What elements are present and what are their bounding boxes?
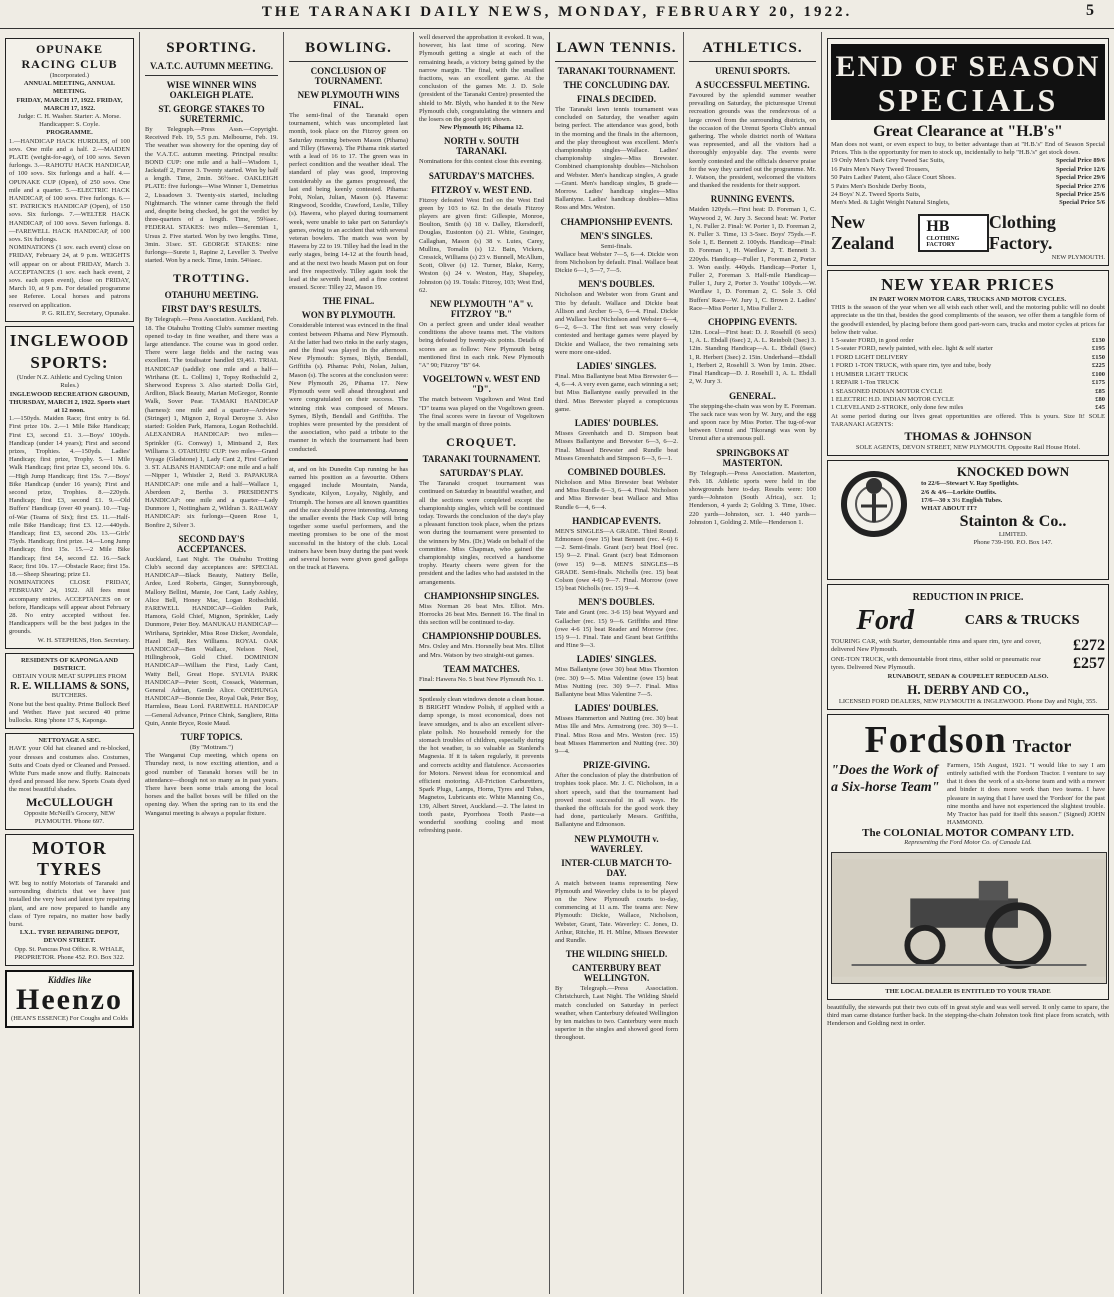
vogeltown-heading: VOGELTOWN v. WEST END "D". [422, 374, 541, 395]
nettoyage-text: HAVE your Old hat cleaned and re-blocked, your dresses and costumes also. Costumes, Suits and Coats dyed or Cleaned and Pressed. White Furs made snow and fluffy. Raincoats dyed and pressed like new. Sports Coats dyed the most beautiful shades. [9, 745, 130, 794]
page-number: 5 [1086, 2, 1094, 19]
otahuhu-heading: OTAHUHU MEETING. [164, 290, 259, 301]
car-item-row [831, 354, 1105, 362]
handicap-text: MEN'S SINGLES—A GRADE. Third Round. Edmonson (owe 15) beat Bennett (rec. 4-6) 6—2. Semi-finals. Grant (scr) beat Hoel (rec. 15) 9—2. Final. Grant (scr) beat Edmonson (owe 15) 9—8. MEN'S SINGLES—B GRADE. Semi-finals. Nicholls (rec. 15) beat Colson (owe 4-6) 9—7. Final. Morrow (owe 15) beat Nicholls (rec. 15) 9—4. [555, 527, 678, 593]
tractor-label: Tractor [1012, 735, 1072, 756]
car-item-label: 1 5-seater FORD, newly painted, with elec. light & self starter [831, 345, 993, 353]
first-day-heading: FIRST DAY'S RESULTS. [161, 304, 262, 315]
nyp-footer: At some period during our lives great opportunities are offered. This is yours. Size It! SOLE TARANAKI AGENTS: [831, 412, 1105, 428]
croquet-heading: CROQUET. [446, 435, 517, 450]
touring-price: £272 [1073, 637, 1105, 655]
ladies-singles-hc-text: Miss Ballantyne (owe 30) beat Miss Thornton (rec. 30) 9—5. Miss Valentine (owe 15) beat Miss Nutting (rec. 30) 9—7. Final. Miss Ballantyne beat Miss Valentine 7—5. [555, 666, 678, 698]
sporting-heading: SPORTING. [166, 40, 257, 56]
car-item-price: £195 [1092, 345, 1105, 353]
wilding-text: By Telegraph.—Press Association. Christchurch, Last Night. The Wilding Shield match concluded on Saturday in perfect weather, when Canterbury defeated Wellington by ten matches to two. Canterbury were much superior in the singles and showed good form throughout. [555, 985, 678, 1042]
ladies-doubles-text: Misses Greenhatch and D. Simpson beat Misses Ballantyne and Brewster 6—3, 6—2. Final. Missed Brewster and Rundle beat Misses Greenhatch and Simpson 6—3, 6—1. [555, 430, 678, 462]
won-np-heading: WON BY PLYMOUTH. [301, 310, 396, 321]
motor-tyres-title: MOTOR TYRES [32, 838, 107, 880]
colonial-sub: Representing the Ford Motor Co. of Canada Ltd. [904, 839, 1032, 847]
hb-footer [831, 212, 1105, 254]
car-item-label: 1 FORD 1-TON TRUCK, with spare rim, tyre and tube, body [831, 362, 992, 370]
fordson-body [831, 762, 1105, 828]
general-text: The stepping-the-chain was won by E. Foreman. The sack race was won by W. Jury, and the egg and spoon race by Miss Porter. The tug-of-war between Urenui and Tikorangi was won by Urenui after a strenuous pull. [689, 402, 816, 443]
bowling-heading: BOWLING. [305, 40, 392, 56]
kaponga-title: RESIDENTS OF KAPONGA AND DISTRICT. [20, 656, 119, 672]
car-item-label: 1 HUMBER LIGHT TRUCK [831, 370, 909, 378]
vatc-heading: V.A.T.C. AUTUMN MEETING. [150, 61, 273, 71]
eos-line1: END OF SEASON [835, 50, 1101, 83]
stainton-phone: Phone 739-190. P.O. Box 147. [973, 539, 1053, 547]
handicap-heading: HANDICAP EVENTS. [572, 515, 661, 526]
lt-text: The Taranaki lawn tennis tournament was concluded on Saturday, the weather again being perfect. The attendance was good, both in the morning and the finals in the afternoon, and the play throughout was excellent. Men's championship singles—Wallace. Ladies' championship singles—Miss Brewster. Combined championship doubles—Nicholson and Webster. Men's handicap singles, A grade—Grant. Men's handicap singles, B grade—Morrow. Ladies' handicap singles—Miss Ballantyne. Ladies' handicap doubles—Miss Ross and Mrs. Weston. [555, 106, 678, 212]
reduction-heading: REDUCTION IN PRICE. [912, 592, 1024, 604]
mens-doubles-heading: MEN'S DOUBLES. [578, 279, 655, 290]
colonial-motor: The COLONIAL MOTOR COMPANY LTD. [862, 827, 1074, 840]
touring-text: TOURING CAR, with Starter, demountable rims and spare rim, tyre and cover, delivered New Plymouth. [831, 638, 1041, 654]
special-item-price: Special Price 12/6 [1055, 165, 1105, 173]
mccullough-name: McCULLOUGH [26, 794, 113, 809]
conclusion-heading: CONCLUSION OF TOURNAMENT. [310, 66, 387, 86]
st-george-heading: ST. GEORGE STAKES TO SURETERMIC. [158, 104, 265, 124]
cars-list [831, 337, 1105, 413]
column-5 [550, 32, 684, 1294]
vogeltown-text: The match between Vogeltown and West End "D" teams was played on the Vogeltown green. The final scores were in favour of Vogeltown by the small margin of three points. [419, 396, 544, 428]
croquet-text: The Taranaki croquet tournament was continued on Saturday in beautiful weather, and all the sections were completed except the championship singles, which will be continued today. Towards the conclusion of the day's play a pleasant function took place, when the prizes won during the tournament were presented to the winners by Mrs. (Dr.) Wade on behalf of the committee. Miss Chapman, who gained the championship singles, received a handsome trophy. Hearty cheers were given for the president and the ladies who had assisted in the arrangements. [419, 480, 544, 586]
new-zealand-label: New Zealand [831, 211, 895, 253]
car-item-row [831, 379, 1105, 387]
vatc-subheading: WISE WINNER WINS OAKLEIGH PLATE. [166, 80, 257, 100]
running-heading: RUNNING EVENTS. [710, 194, 795, 205]
mccullough-ad [5, 733, 134, 830]
croquet-saturday: SATURDAY'S PLAY. [439, 468, 524, 479]
fordson-ad [827, 714, 1109, 1000]
butchers-sub: BUTCHERS. [51, 692, 88, 700]
car-item-price: £100 [1092, 370, 1105, 378]
mens-singles-text: Wallace beat Webster 7—5, 6—4. Dickie won from Nicholson by default. Final. Wallace beat Dickie 6—1, 5—7, 7—5. [555, 250, 678, 275]
special-item-price: Special Price 29/6 [1055, 174, 1105, 182]
opunake-meeting: ANNUAL MEETING, ANNUAL MEETING. [23, 80, 116, 96]
special-item-row [831, 183, 1105, 191]
champ-singles-text: Miss Norman 26 beat Mrs. Elliot. Mrs. Horrocks 26 beat Mrs. Bennett 16. The final in this section will be continued to-day. [419, 602, 544, 627]
knocked-down-ad [827, 460, 1109, 580]
opunake-programme: 1.—HANDICAP HACK HURDLES, of 100 sovs. One mile and a half. 2.—MAIDEN PLATE (weight-for-age), of 100 sovs. Seven furlongs. 3.—RAHOTU HACK HANDICAP, of 100 sovs. Six furlongs and a half. 4.—OPUNAKE CUP (Open), of 250 sovs. One mile and a quarter. 5.—ELECTRIC HACK HANDICAP, of 100 sovs. Five furlongs. 6.—ST. PATRICK'S HANDICAP (Open), of 150 sovs. Six furlongs. 7.—WELTER HACK HANDICAP, of 100 sovs. Seven furlongs. 8.—FAREWELL HACK HANDICAP, of 100 sovs. Six furlongs. [9, 137, 130, 244]
prize-giving-heading: PRIZE-GIVING. [583, 760, 650, 771]
opunake-dates: FRIDAY, MARCH 17, 1922. FRIDAY, MARCH 17, 1922. [16, 96, 123, 112]
knocked-down-title: KNOCKED DOWN [956, 464, 1070, 480]
tyre-monkey-illustration [831, 464, 917, 542]
special-item-row [831, 199, 1105, 207]
fordson-testimonial: Farmers, 15th August, 1921. "I would like to say I am entirely satisfied with the Fordson Tractor. I venture to say that it does the work of a six-horse team and with a mower and binder it does more work than two teams. I have pleasure in saying that I have used the 'Fordson' for the past nine months and have not experienced the slightest trouble. My Tractor has paid for itself this season." (Signed) JOHN HAMMOND. [947, 761, 1105, 827]
opunake-secretary: P. G. RILEY, Secretary, Opunake. [41, 309, 130, 317]
vatc-text: By Telegraph.—Press Assn.—Copyright. Received Feb. 19, 5.5 p.m. Melbourne, Feb. 19. The weather was showery for the opening day of the V.A.T.C. autumn meeting. Principal results: BOND CUP: one mile and a half—Wisdom 1, Jackstaff 2, Furore 3. Twenty started. Won by half a length. Time, 2min. 36½sec. OAKLEIGH PLATE: five furlongs—Wise Winner 1, Demetrius 2, Lissadown 3. Twenty-six started, including Nightmarch. The winner came through the field and, despite being checked, he got the verdict by three-quarters of a length. Time, 59¾sec. FEDERAL STAKES: two miles—Seremian 1, Ursus 2. Five started. Won by two lengths. Time, 3min. 31sec. ST. GEORGE STAKES: nine furlongs—Surete 1, Rapine 2, Leveller 3. Twelve started. Won by a neck. Time, 1min. 54¼sec. [145, 126, 278, 265]
team-matches-text: Final: Hawera No. 5 beat New Plymouth No. 1. [419, 675, 544, 683]
mens-singles-heading: MEN'S SINGLES. [580, 230, 653, 241]
nettoyage-title: NETTOYAGE A SEC. [38, 737, 101, 745]
inglewood-date: INGLEWOOD RECREATION GROUND, THURSDAY, MARCH 2, 1922. Sports start at 12 noon. [9, 390, 130, 414]
heenzo-name: Heenzo [16, 983, 123, 1017]
inglewood-sports-ad [5, 326, 134, 649]
hb-logo [918, 214, 989, 252]
special-item-price: Special Price 25/6 [1055, 191, 1105, 199]
masterton-text: By Telegraph.—Press Association. Masterton, Feb. 18. Athletic sports were held in the showgrounds here to-day. Results were: 100 yards—Johnston (South Africa), scr. 1; Henderson, 4 yards 2; Golding 3. Time, 10sec. 220 yards—Johnston, scr. 1. 440 yards—Johnston 1, Golding 2. Mile—Henderson 1. [689, 469, 816, 526]
special-item-label: 5 Pairs Men's Boxhide Derby Boots, [831, 182, 927, 190]
north-south-text: Nominations for this contest close this evening. [419, 158, 543, 166]
turf-topics-heading: TURF TOPICS. [180, 732, 243, 742]
car-item-row [831, 388, 1105, 396]
second-day-text: Auckland, Last Night. The Otahuhu Trotting Club's second day acceptances are: SPECIAL HANDICAP—Black Beauty, Nattery Belle, Ardee, Lord Roberts, Ginger, Sunnyborough, Mallory Bellini, Mamie, Joe Cant, Lady Ashley, Alice Bell, Honey Mac, Logan Rothschild. FAREWELL HANDICAP—Golden Park, Hamora, Gold Chief, Mignon, Sprinkler, Lady Dunmore, Peter Boy. MANUKAU HANDICAP—Wirihana, Sprinkler, Miss Rose Dicker, Avondale, Hazel Bell, Rex Williams. ROYAL OAK HANDICAP—Ben Wallace, Nelson Noel, Hillingbrook, Gold Chief. DOMINION HANDICAP—William the First, Lady Cant, Watty Bell, Great Hope. SYLVIA PARK HANDICAP—Peter Scott, Cossack, Waterman, General Adrian, Gentle Alice. ONEHUNGA HANDICAP—Bonnie Dee, Royal Oak, Peter Boy, Harmless, Beau Lord. FAREWELL HANDICAP—General Advance, Prince Chink, Sangliere, Ritta Quin, Annie Bryce, Rosie Maud. [145, 555, 278, 727]
car-item-row [831, 404, 1105, 412]
opunake-officials: Judge: C. H. Washer. Starter: A. Morse. Handicapper: S. Coyle. [18, 113, 121, 129]
mens-doubles-hc-heading: MEN'S DOUBLES. [578, 597, 655, 608]
special-item-label: 19 Only Men's Dark Grey Tweed Sac Suits, [831, 157, 945, 165]
knocked-down-line: 17/6—30 x 3½ English Tubes. [921, 496, 1003, 504]
ladies-doubles-hc-heading: LADIES' DOUBLES. [574, 703, 659, 714]
derby-name: H. DERBY AND CO., [907, 681, 1029, 697]
second-day-heading: SECOND DAY'S ACCEPTANCES. [176, 533, 247, 554]
inter-club-heading: INTER-CLUB MATCH TO-DAY. [561, 857, 672, 878]
derby-sub: LICENSED FORD DEALERS, NEW PLYMOUTH & INGLEWOOD. Phone Day and Night, 355. [838, 697, 1098, 705]
champ-doubles-text: Mrs. Oxley and Mrs. Horsnelly beat Mrs. Elliot and Mrs. Watson by two straight-out games. [419, 643, 544, 659]
oneton-text: ONE-TON TRUCK, with demountable front rims, either solid or pneumatic rear tyres. Delivered New Plymouth. [831, 656, 1041, 672]
athletics-heading: ATHLETICS. [702, 40, 803, 56]
car-item-row [831, 345, 1105, 353]
inter-club-text: A match between teams representing New Plymouth and Waverley clubs is to be played on the New Plymouth courts to-day, commencing at 11 a.m. The teams are: New Plymouth: Dickie, Wallace, Nicholson, Webster, Grant, Tate. Waverley: C. Jones, D. Arthur, Ritchie, H. H. Milne, Misses Brewster and Rundle. [555, 879, 678, 945]
col7-bottom-text: beautifully, the stewards put their two cuts off in great style and was well served. It only came to spare, the third man came distance further back. In the stepping-the-chain Johnston took first place from scratch, with Henderson and Golding next in order. [827, 1003, 1109, 1028]
special-item-price: Special Price 27/6 [1055, 182, 1105, 190]
np-score: New Plymouth 16; Pihama 12. [439, 124, 524, 132]
thomas-johnson: THOMAS & JOHNSON [904, 429, 1032, 444]
ladies-doubles-heading: LADIES' DOUBLES. [574, 418, 659, 429]
cars-trucks-label: CARS & TRUCKS [964, 613, 1080, 629]
hb-location: NEW PLYMOUTH. [1051, 253, 1105, 261]
car-item-label: 1 REPAIR 1-Ton TRUCK [831, 379, 899, 387]
trotting-heading: TROTTING. [173, 271, 250, 286]
kaponga-butchers-ad [5, 653, 134, 729]
car-item-label: 1 5-seater FORD, in good order [831, 337, 914, 345]
champ-singles-heading: CHAMPIONSHIP SINGLES. [423, 590, 540, 601]
great-clearance: Great Clearance at "H.B's" [873, 123, 1063, 140]
heenzo-sub: (HEAN'S ESSENCE) For Coughs and Colds [11, 1015, 128, 1023]
special-item-row [831, 166, 1105, 174]
urenui-sub: A SUCCESSFUL MEETING. [695, 80, 810, 90]
wilding-heading: THE WILDING SHIELD. [565, 949, 668, 960]
runabout-text: RUNABOUT, SEDAN & COUPELET REDUCED ALSO. [887, 673, 1049, 681]
wilding-sub: CANTERBURY BEAT WELLINGTON. [572, 963, 661, 984]
end-of-season-ad [827, 38, 1109, 266]
final-heading: THE FINAL. [322, 296, 375, 307]
inglewood-secretary: W. H. STEPHENS, Hon. Secretary. [37, 636, 130, 644]
car-item-price: £45 [1095, 404, 1105, 412]
urenui-text: Favoured by the splendid summer weather prevailing on Saturday, the picturesque Urenui recreation grounds was the rendezvous of a large crowd from the surrounding districts, on the occasion of the Urenui Sports Club's annual gathering. The whole district north of Waitara was represented, and all the visitors had a thoroughly enjoyable day. The events were keenly contested and the officials deserve praise for the way they carried out the programme. Mr. J. Watson, the president, welcomed the visitors and thanked the residents for their support. [689, 92, 816, 190]
column-2 [140, 32, 284, 1294]
final-text: Considerable interest was evinced in the final contest between Pihama and New Plymouth. At the latter had two rinks in the early stages, and the final was played in the afternoon. New Plymouth: Symes, Blyth, Bendall, Griffiths (s). Pihama: Pohi, Nolan, Julian, Mason (s). The scores at the conclusion were: New Plymouth 26, Pihama 17. New Plymouth were well ahead throughout and were congratulated on their success. The winning rink was composed of Messrs. Symes, Blyth, Bendall and Griffiths. The trophies were presented by the president of the association, who paid a tribute to the manner in which the tournament had been conducted. [289, 322, 409, 453]
car-item-row [831, 362, 1105, 370]
special-items-list [831, 157, 1105, 207]
trotting-text: By Telegraph.—Press Association. Auckland, Feb. 18. The Otahuhu Trotting Club's summer meeting opened to-day in fine weather, and there was a large attendance. The course was in good order. There were large fields and the racing was excellent. The totalisator handled £9,461. TRIAL HANDICAP (saddle): one mile and a half—Wirihana (E. L. Collins) 1, Topsy Rothschild 2, Sherwood Express 3. Also started: Dolla Girl, Ardlion, Black Beauty, Marian McGregor, Ronnie Walk, Sover Pear. TAMAKI HANDICAP (harness): one mile and a quarter—Ardview (Stringer) 1, Mignon 2, Royal Deroyne 3. Also started: Golden Park, Hamora, Logan Rothschild. ALEXANDRA HANDICAP: two miles—Sprinkler (G. Conway) 1, Mintsand 2, Rex Williams 3. OTAHUHU CUP: two miles—Grand Voyage (Gladstone) 1, Lady Cant 2, First Carlton 3. ST. ALBANS HANDICAP: one mile and a half—Nipper 1, Whistler 2, Reid 3. PAPAKURA HANDICAP: one mile and a half—Wallace 1, Aberdeen 2, Bertha 3. PRESIDENT'S HANDICAP: one mile and a quarter—Lady Dunmore 1, Nottingham 2, Wildran 3. RAILWAY HANDICAP: six furlongs—Queen Rose 1, Bonfire 2, Silver 3. [145, 316, 278, 529]
knocked-down-line: to 22/6—Stewart V. Ray Spotlights. [921, 480, 1019, 488]
car-item-label: 1 SEASONED INDIAN MOTOR CYCLE [831, 387, 943, 395]
car-item-label: 1 CLEVELAND 2-STROKE, only done few miles [831, 404, 964, 412]
masthead [0, 0, 1114, 29]
local-dealer: THE LOCAL DEALER IS ENTITLED TO YOUR TRADE [885, 987, 1051, 995]
end-of-season-banner [831, 44, 1105, 120]
combined-heading: COMBINED DOUBLES. [567, 466, 666, 477]
column-3 [284, 32, 414, 1294]
croquet-tournament: TARANAKI TOURNAMENT. [422, 454, 541, 465]
turf-text: The Wanganui Cup meeting, which opens on Thursday next, is now exciting attention, and a good number of Taranaki horses will be in attendance—though not so many as in past years. There have been some trials among the local horses and the ballot boxes will be filled on the opening day. When the spring ran to its end the Wanganui meeting is always a popular fixture. [145, 752, 278, 817]
car-item-price: £150 [1092, 353, 1105, 361]
semi-finals-label: Semi-finals. [600, 242, 633, 250]
champ-doubles-heading: CHAMPIONSHIP DOUBLES. [421, 631, 542, 642]
column-4 [414, 32, 550, 1294]
opunake-footer: NOMINATIONS (1 sov. each event) close on FRIDAY, February 24, at 9 p.m. WEIGHTS will appear on or about FRIDAY, March 3. ACCEPTANCES (1 sov. each hack event, 2 sovs. each open event), close on FRIDAY, March 10, at 9 p.m. For detailed programme see Referee. Local horses and patrons reserved on application. [9, 244, 130, 309]
bowling-text: The semi-final of the Taranaki open tournament, which was uncompleted last month, took place on the Fitzroy green on Saturday morning between Mason (Pihama) and Tilley (Hawera). The Pihama rink started with a lead of 16 to 17. The green was in perfect condition and the weather ideal. The standard of play was good, improving considerably as the games progressed, the last end being keenly contested. Pihama: Pohi, Nolan, Julian, Mason (s). Hawera: Ringwood, Scoddie, Crawford, Leslie, Tilley (s). Hawera, who played during tournament week, were unable to take part on Saturday's games, owing to an accident that with several veteran bowlers. The match was won by Hawera by 22 to 19. Tilley had the lead in the early stages, being 14-12 at the fourth head, and at the next two heads Mason put on four and five respectively. Tilley again took the lead at the seventh head, and a fine contest ensued. Score: Tilley 22, Mason 19. [289, 112, 408, 292]
tractor-illustration [831, 852, 1107, 984]
lt-finals: FINALS DECIDED. [576, 94, 656, 104]
inglewood-sub: (Under N.Z. Athletic and Cycling Union Rules.) [16, 374, 123, 390]
ch-events-heading: CHAMPIONSHIP EVENTS. [560, 216, 673, 227]
combined-text: Nicholson and Miss Brewster beat Webster and Miss Rundle 6—3, 6—4. Final. Nicholson and Miss Brewster beat Wallace and Miss Rundle 6—4, 6—4. [555, 478, 678, 511]
lt-tournament: TARANAKI TOURNAMENT. [557, 66, 676, 76]
oneton-price: £257 [1073, 655, 1105, 673]
knocked-down-line: WHAT ABOUT IT? [921, 504, 977, 512]
mens-doubles-hc-text: Tate and Grant (rec. 3-6 15) beat Wyyard and Gallacher (rec. 15) 9—6. Griffiths and Hine (owe 4-6 15) beat Reader and Morrow (rec. 15) 9—1. Final. Tate and Grant beat Griffiths and Hine 9—3. [555, 609, 678, 650]
ladies-singles-hc-heading: LADIES' SINGLES. [576, 654, 657, 665]
col3-continued-text: at, and on his Dunedin Cup running he has earned his position as a favourite. Others engaged include Mountain, Nanda, Syndicate, Kilyon, Loyalty, Nightly, and Triumph. The horses are all known quantities and the race should prove interesting. Among the smaller events the Hack Cup will bring together some useful performers, and the meeting promises to be one of the most successful in the history of the club. Local trainers have been busy during the past week and several horses were given good gallops on the track at Hawera. [289, 465, 408, 572]
urenui-heading: URENUI SPORTS. [715, 66, 790, 76]
special-item-label: Men's Med. & Light Weight Natural Singlets, [831, 199, 950, 207]
ladies-doubles-hc-text: Misses Hammerton and Nutting (rec. 30) beat Miss Ille and Mrs. Armstrong (rec. 30) 9—1. Final. Miss Ross and Mrs. Weston (rec. 15) beat Misses Hammerton and Nutting (rec. 30) 9—4. [555, 715, 678, 755]
car-item-row [831, 396, 1105, 404]
motor-tyres-ad [5, 834, 134, 966]
great-clearance-text: Man does not want, or even expect to buy, to better advantage than at "H.B.'s" End of Season Special Prices. This is the opportunity for men to stock up, incidentally to help "H.B.'s" get stock down. [831, 141, 1105, 157]
car-item-label: 1 ELECTRIC H.D. INDIAN MOTOR CYCLE [831, 395, 954, 403]
inglewood-programme: 1.—150yds. Maiden Race; first entry is 6d. First prize 10s. 2.—1 Mile Bike Handicap; First £3, second £1. 3.—Boys' 100yds. Handicap (under 14 years); First and second prizes, Trophies. 4.—150yds. Ladies' Handicap; first prize, Trophy. 5.—1 Mile Walk Handicap; first prize £3, second 10s. 6.—High Jump Handicap; first 15s. 7.—Boys' Bike Handicap (under 16 years); First and second prize, Trophies. 8.—220yds. Handicap; first £3, second £1. 9.—Old Buffers' Handicap (over 40 years). 10.—Tug-of-War (Teams of Six); first £5. 11.—Half-mile Bike Handicap; first £3. 12.—440yds. Handicap; first £3, second 20s. 13.—Girls' 75yds. Handicap; first prize. 14.—Long Jump Handicap; first 15s. 15.—2 Mile Bike Handicap; first £4, second £2. 16.—Sack Race; first 10s. 17.—Obstacle Race; first 15s. 18.—Sheep Shearing; prize £1. [9, 415, 130, 578]
special-item-row [831, 157, 1105, 165]
general-heading: GENERAL. [729, 390, 776, 401]
car-item-row [831, 337, 1105, 345]
car-item-price: £175 [1092, 379, 1105, 387]
hb-logo-text: HB [926, 217, 950, 235]
kaponga-text: OBTAIN YOUR MEAT SUPPLIES FROM [12, 673, 127, 681]
special-item-label: 24 Boys' N.Z. Tweed Sports Suits, [831, 191, 921, 199]
fitzroy-text: Fitzroy defeated West End on the West End green by 103 to 62. In the details Fitzroy players are given first: Gillespie, Monroe, Boulton, Smith (s) 18 v. Dalley, Ekersdorff, Douglas, Eustonton (s) 21. White, Grainger, Callaghan, Mason (s) 38 v. Lutes, Carey, Mullins, Tomalin (s) 12. Bain, Vickers, Cressick, Williams (s) 23 v. Bunnell, McAllum, Scott, Oliver (s) 12. Turner, Blake, Kerry, Weston (s) 24 v. Weston, Hay, Shapeley, Johnston (s) 19. Totals: Fitzroy, 103; West End, 62. [419, 196, 544, 294]
inglewood-footer: NOMINATIONS CLOSE FRIDAY, FEBRUARY 24, 1922. All fees must accompany entries. ACCEPTANCES on or before, Handicaps will appear about February 28. No entry accepted without fee. Handicappers will be the best judges in the grounds. [9, 579, 130, 636]
does-the-work: "Does the Work of a Six-horse Team" [831, 762, 940, 795]
ladies-singles-text: Final. Miss Ballantyne beat Miss Brewster 6—4, 6—4. A very even game, each winning a set; but Miss Ballantyne easily prevailed in the third. Miss Brewster played a conspicuous game. [555, 373, 678, 413]
turf-byline: (By "Mottram.") [189, 744, 234, 751]
thomas-johnson-sub: SOLE AGENTS, DEVON STREET, NEW PLYMOUTH. Opposite Rail House Hotel. [855, 444, 1081, 452]
car-item-price: £130 [1092, 337, 1105, 345]
fordson-logo: Fordson [864, 718, 1007, 761]
np-wins-heading: NEW PLYMOUTH WINS FINAL. [297, 90, 400, 110]
car-item-label: 1 FORD LIGHT DELIVERY [831, 353, 908, 361]
butchers-name: R. E. WILLIAMS & SONS, [9, 681, 129, 693]
chopping-text: 12in. Local—First heat: D. J. Rosehill (6 secs) 1, A. L. Ebdall (6sec) 2, A. L. Reinbolt (3sec) 3. 12in. Standing Handicap—A. L. Ebdall (6sec) 1, R. Herbert (3sec) 2. 15in. Underhand—Ebdall 1, Herbert 2, Rosehill 3. Won by 1min. 20sec. Final Handicap—D. J. Rosehill 1, A. L. Ebdall 2, W. Jury 3. [689, 329, 816, 386]
heenzo-kicker: Kiddies like [47, 975, 92, 986]
nyp-text: THIS is the season of the year when we all wish each other well, and the motoring public will no doubt appreciate us the tin that, besides the good compliments of the season, we offer them a tangible form of the goodwill extended, by placing before them good part-worn cars, trucks and motor cycles at prices far below their value. [831, 304, 1105, 336]
car-item-price: £85 [1095, 387, 1105, 395]
special-item-row [831, 191, 1105, 199]
heenzo-ad [5, 970, 134, 1028]
mens-doubles-text: Nicholson and Webster won from Grant and Tito by default. Wallace and Dickie beat Allison and Archer 6—3, 6—4. Final. Dickie and Wallace beat Nicholson and Webster 6—4, 6—2, 6—3. The first set was very closely contested and heritage games were played by Dickie and Wallace, the two remaining sets were more one-sided. [555, 291, 678, 356]
hb-logo-sub: CLOTHING FACTORY [926, 235, 960, 248]
stainton-sub: LIMITED. [998, 531, 1028, 539]
ladies-singles-heading: LADIES' SINGLES. [576, 361, 657, 372]
car-item-row [831, 371, 1105, 379]
prize-giving-text: After the conclusion of play the distribution of trophies took place. Mr. J. C. Nicholson, in a short speech, said that the tournament had proved most successful in all ways. He thanked the officials for the good work they had done, particularly Messrs. Griffiths, Ballantyne and Edmonson. [555, 772, 678, 829]
north-south-heading: NORTH v. SOUTH TARANAKI. [444, 136, 519, 157]
nyp-sub: IN PART WORN MOTOR CARS, TRUCKS AND MOTOR CYCLES. [869, 296, 1067, 304]
saturday-matches-heading: SATURDAY'S MATCHES. [428, 170, 535, 181]
opunake-racing-ad [5, 38, 134, 322]
npa-text: On a perfect green and under ideal weather conditions the above teams met. The visitors being defeated by twenty-six points. Details of scores are as follow: New Plymouth being mentioned first in each rink. New Plymouth "A" 90; Fitzroy "B" 64. [419, 321, 544, 370]
special-item-price: Special Price 5/6 [1059, 199, 1105, 207]
running-text: Maiden 120yds.—First heat: D. Foreman 1, C. Waywood 2, W. Jury 3. Second heat: W. Porter 1, N. Fuller 2. Final: W. Porter 1, D. Foreman 2, N. Fuller 3. Time, 13 3-5sec. Boys' 75yds.—F. Sole 1, E. Bennett 2. 100yds. Handicap—Final: D. Foreman 1, H. Wardlaw 2, T. Bennett 3. 220yds. Handicap—Fuller 1, Foreman 2, Porter 3. Won easily. 440yds. Handicap—Porter 1, Fuller 2, Foreman 3. Half-mile Handicap—Fuller 1, Jury 2, Porter 3. Youths' 100yds.—W. Wardlaw 1, D. Foreman 2, C. Sole 3. Old Buffers' Race—W. Jury 1, C. Brown 2. Ladies' Race—Miss Porter 1, Miss Fuller 2. [689, 206, 816, 312]
special-item-label: 16 Pairs Men's Navy Tweed Trousers, [831, 165, 930, 173]
special-item-price: Special Price 89/6 [1055, 157, 1105, 165]
col4-ads-text: Spotlessly clean windows denote a clean house. B BRIGHT Window Polish, if applied with a damp sponge, is most economical, does not leave smudges, and is also an excellent silver-plate polish. No household remedy for the stomach troubles of children, especially during the hot weather, is so valuable as Stanlend's Magnesia. If it is taken regularly, it prevents and corrects acidity and flatulence. Accessories for Motors. Newest ideas for economical and efficient motoring. All-Friction Carburetters, Spark Plugs, Lamps, Horns, Tyres and Tubes, Magnetos, Lubricants etc. White Manning Co., 139, Albert Street, Auckland.—2. The latest in tooth paste, Pyorrhoea Tooth Paste—a wonderful soothing cooling and most refreshing paste. [419, 695, 544, 835]
np-waverley-heading: NEW PLYMOUTH v. WAVERLEY. [574, 833, 659, 854]
opunake-sub: (Incorporated.) [49, 72, 90, 79]
column-1 [0, 32, 140, 1294]
chopping-heading: CHOPPING EVENTS. [707, 317, 797, 328]
special-item-label: 50 Pairs Ladies' Patent, also Glace Court Shoes. [831, 174, 956, 182]
nyp-title: NEW YEAR PRICES [881, 275, 1055, 295]
butchers-text: None but the best quality. Prime Bullock Beef and Wether. Have just secured 40 prime bullocks. Ring 'phone 17 S, Kaponga. [9, 700, 130, 725]
fitzroy-heading: FITZROY v. WEST END. [431, 184, 532, 195]
car-item-price: £80 [1095, 395, 1105, 403]
col4-top-text: well deserved the approbation it evoked. It was, however, his last time of scoring. New Plymouth getting a single at each of the remaining heads, a victory being gained by the narrow margin. The final, with the smallest fractions, was an excellent game. At the conclusion of the games Mr. J. D. Sole (president of the Taranaki Centre) presented the shield to Mr. Blyth, who handed it to the New Plymouth club, congratulating the winners and the losers on the good spirit shown. [419, 34, 544, 124]
mccullough-sub: Opposite McNeill's Grocery, NEW PLYMOUTH. 'Phone 697. [23, 809, 115, 825]
ford-reduction-ad [827, 584, 1109, 709]
opunake-programme-label: PROGRAMME. [46, 129, 93, 137]
stainton-name: Stainton & Co.. [959, 513, 1067, 531]
new-year-prices-ad [827, 270, 1109, 456]
ford-header [831, 605, 1105, 637]
column-7-ads [822, 32, 1114, 1294]
ford-logo: Ford [856, 605, 914, 637]
fordson-header [831, 718, 1105, 762]
column-6 [684, 32, 822, 1294]
lt-concluding: THE CONCLUDING DAY. [563, 80, 670, 90]
team-matches-heading: TEAM MATCHES. [443, 663, 520, 674]
motor-tyres-text: WE beg to notify Motorists of Taranaki and surrounding districts that we have just installed the very best and latest tyre repairing plant, and are now prepared to handle any class of Tyre repairs, no matter how badly burst. [9, 880, 130, 929]
lawn-tennis-heading: LAWN TENNIS. [556, 40, 677, 56]
eos-line2: SPECIALS [877, 82, 1059, 118]
masthead-title: THE TARANAKI DAILY NEWS, MONDAY, FEBRUARY 20, 1922. [261, 4, 853, 20]
ixl-depot: I.X.L. TYRE REPAIRING DEPOT, DEVON STREET. [19, 929, 120, 945]
oneton-row [831, 655, 1105, 673]
knocked-down-line: 2/6 & 4/6—Lorkite Outfits. [921, 488, 997, 496]
opunake-title: OPUNAKE RACING CLUB [21, 42, 118, 71]
special-item-row [831, 174, 1105, 182]
masterton-heading: SPRINGBOKS AT MASTERTON. [716, 447, 789, 468]
clothing-factory-label: Clothing Factory. [988, 211, 1056, 253]
ixl-sub: Opp. St. Pancras Post Office. R. WHALE, PROPRIETOR. Phone 452. P.O. Box 322. [14, 945, 125, 961]
npa-heading: NEW PLYMOUTH "A" v. FITZROY "B." [429, 299, 533, 320]
car-item-price: £225 [1092, 362, 1105, 370]
inglewood-title: INGLEWOOD SPORTS: [9, 331, 130, 373]
touring-row [831, 637, 1105, 655]
